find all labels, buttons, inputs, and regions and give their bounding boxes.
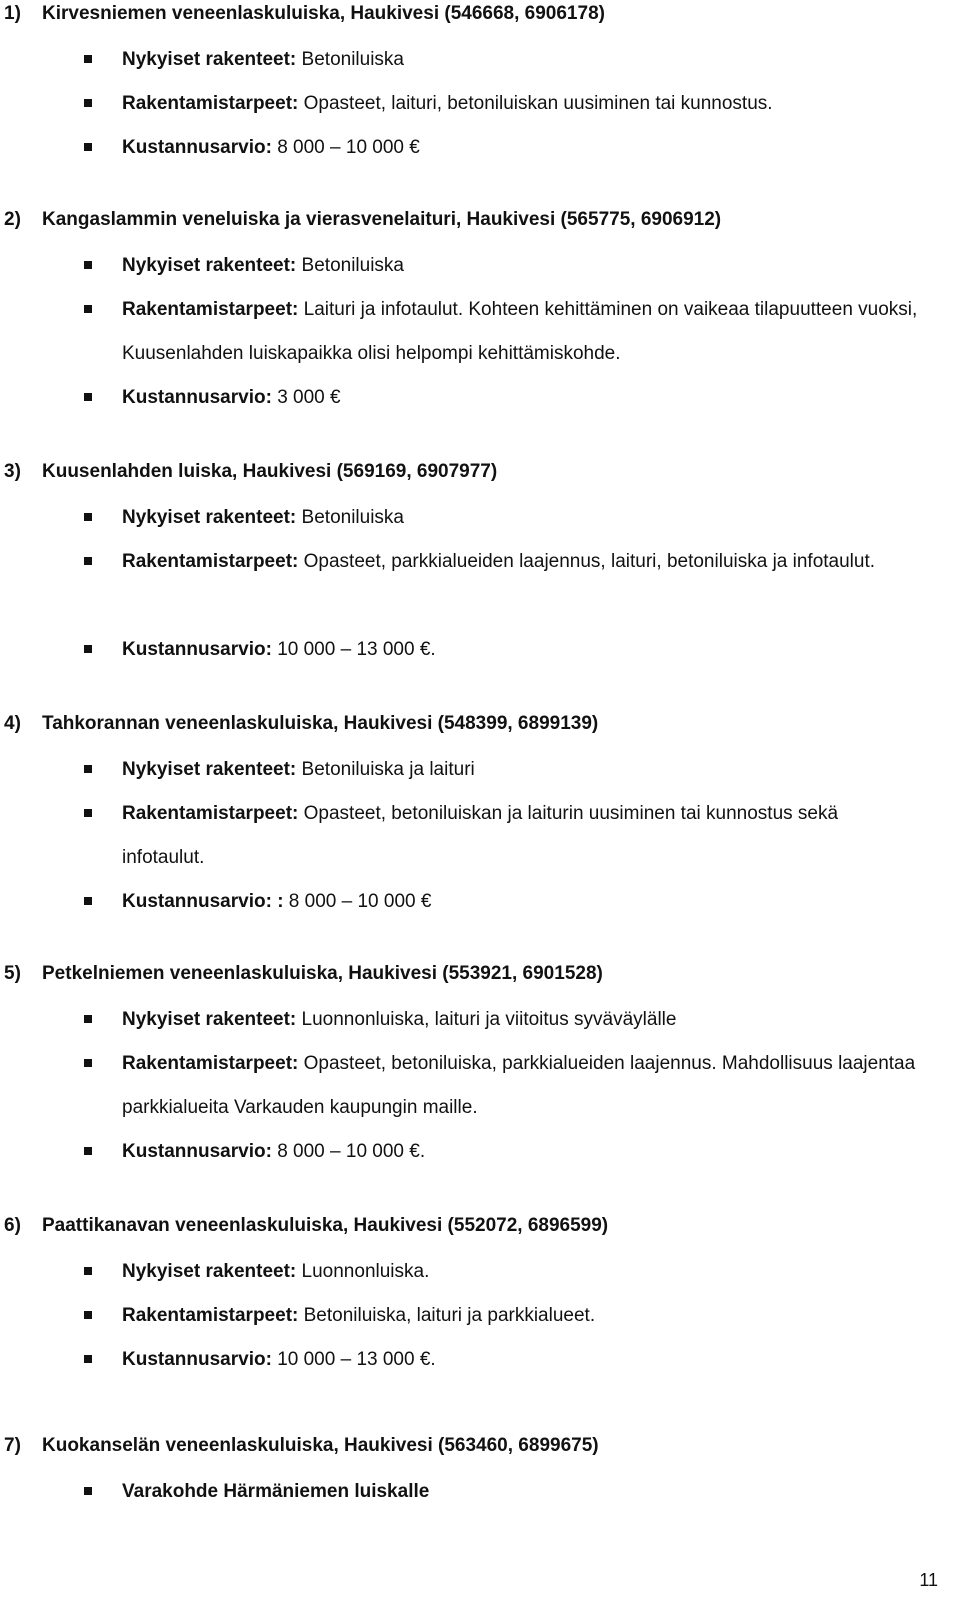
section-title: Kirvesniemen veneenlaskuluiska, Haukivesi (546668, 6906178) — [42, 3, 605, 24]
bullet-label: Rakentamistarpeet: — [122, 93, 299, 114]
bullet-text: 8 000 – 10 000 € — [271, 137, 420, 158]
bullet-icon — [84, 765, 92, 773]
section-title: Kuokanselän veneenlaskuluiska, Haukivesi (563460, 6899675) — [42, 1435, 599, 1456]
page-number: 11 — [919, 1570, 938, 1590]
bullet-icon — [84, 393, 92, 401]
section-heading — [4, 960, 603, 988]
bullet-text: Opasteet, betoniluiska, parkkialueiden laajennus. Mahdollisuus laajentaa parkkialueita Varkauden kaupungin maille. — [122, 1053, 916, 1118]
section-heading — [4, 458, 497, 486]
bullet-icon — [84, 55, 92, 63]
bullet-text: 3 000 € — [271, 387, 341, 408]
bullet-text: Luonnonluiska. — [296, 1261, 430, 1282]
section-heading — [4, 710, 598, 738]
section-title: Tahkorannan veneenlaskuluiska, Haukivesi (548399, 6899139) — [42, 713, 599, 734]
bullet-icon — [84, 1487, 92, 1495]
bullet-label: Kustannusarvio: — [122, 1349, 272, 1370]
bullet-icon — [84, 1311, 92, 1319]
bullet-text: 8 000 – 10 000 € — [283, 891, 432, 912]
bullet-label: Nykyiset rakenteet: — [122, 507, 297, 528]
bullet-label: Kustannusarvio: : — [122, 891, 284, 912]
bullet-text: Betoniluiska — [296, 255, 404, 276]
bullet-icon — [84, 261, 92, 269]
bullet-label: Kustannusarvio: — [122, 387, 272, 408]
bullet-label: Kustannusarvio: — [122, 639, 272, 660]
bullet-text: Luonnonluiska, laituri ja viitoitus syväväylälle — [296, 1009, 677, 1030]
section-heading — [4, 0, 605, 28]
section-number: 4) — [4, 713, 21, 734]
bullet-text: 10 000 – 13 000 €. — [271, 639, 436, 660]
section-number: 3) — [4, 461, 21, 482]
section-number: 5) — [4, 963, 21, 984]
bullet-text: Betoniluiska, laituri ja parkkialueet. — [298, 1305, 596, 1326]
bullet-icon — [84, 1015, 92, 1023]
bullet-icon — [84, 143, 92, 151]
bullet-text: Opasteet, laituri, betoniluiskan uusiminen tai kunnostus. — [298, 93, 773, 114]
bullet-icon — [84, 809, 92, 817]
bullet-label: Rakentamistarpeet: — [122, 1053, 299, 1074]
section-heading — [4, 206, 721, 234]
section-title: Kuusenlahden luiska, Haukivesi (569169, 6907977) — [42, 461, 498, 482]
bullet-label: Kustannusarvio: — [122, 1141, 272, 1162]
section-number: 6) — [4, 1215, 21, 1236]
bullet-icon — [84, 1059, 92, 1067]
bullet-text: 8 000 – 10 000 €. — [271, 1141, 426, 1162]
bullet-label: Nykyiset rakenteet: — [122, 759, 297, 780]
bullet-icon — [84, 1147, 92, 1155]
bullet-text: Laituri ja infotaulut. Kohteen kehittäminen on vaikeaa tilapuutteen vuoksi, Kuusenlahden luiskapaikka olisi helpompi kehittämiskohde. — [122, 299, 918, 364]
bullet-label: Nykyiset rakenteet: — [122, 1261, 297, 1282]
bullet-text: 10 000 – 13 000 €. — [271, 1349, 436, 1370]
section-title: Paattikanavan veneenlaskuluiska, Haukivesi (552072, 6896599) — [42, 1215, 609, 1236]
section-heading — [4, 1432, 599, 1460]
bullet-label: Rakentamistarpeet: — [122, 551, 299, 572]
section-number: 7) — [4, 1435, 21, 1456]
bullet-label: Rakentamistarpeet: — [122, 299, 299, 320]
section-number: 2) — [4, 209, 21, 230]
section-title: Kangaslammin veneluiska ja vierasvenelaituri, Haukivesi (565775, 6906912) — [42, 209, 722, 230]
bullet-label: Kustannusarvio: — [122, 137, 272, 158]
bullet-label: Varakohde Härmäniemen luiskalle — [122, 1481, 430, 1502]
bullet-text: Opasteet, parkkialueiden laajennus, laituri, betoniluiska ja infotaulut. — [298, 551, 876, 572]
bullet-text: Betoniluiska ja laituri — [296, 759, 475, 780]
bullet-icon — [84, 305, 92, 313]
bullet-label: Rakentamistarpeet: — [122, 803, 299, 824]
bullet-icon — [84, 1267, 92, 1275]
section-number: 1) — [4, 3, 21, 24]
bullet-icon — [84, 1355, 92, 1363]
bullet-label: Nykyiset rakenteet: — [122, 49, 297, 70]
bullet-label: Rakentamistarpeet: — [122, 1305, 299, 1326]
section-title: Petkelniemen veneenlaskuluiska, Haukivesi (553921, 6901528) — [42, 963, 603, 984]
bullet-icon — [84, 513, 92, 521]
bullet-text: Opasteet, betoniluiskan ja laiturin uusiminen tai kunnostus sekä infotaulut. — [122, 803, 839, 868]
section-heading — [4, 1212, 608, 1240]
bullet-label: Nykyiset rakenteet: — [122, 255, 297, 276]
bullet-icon — [84, 557, 92, 565]
bullet-label: Nykyiset rakenteet: — [122, 1009, 297, 1030]
bullet-icon — [84, 99, 92, 107]
bullet-text: Betoniluiska — [296, 507, 404, 528]
bullet-icon — [84, 897, 92, 905]
bullet-text: Betoniluiska — [296, 49, 404, 70]
bullet-icon — [84, 645, 92, 653]
